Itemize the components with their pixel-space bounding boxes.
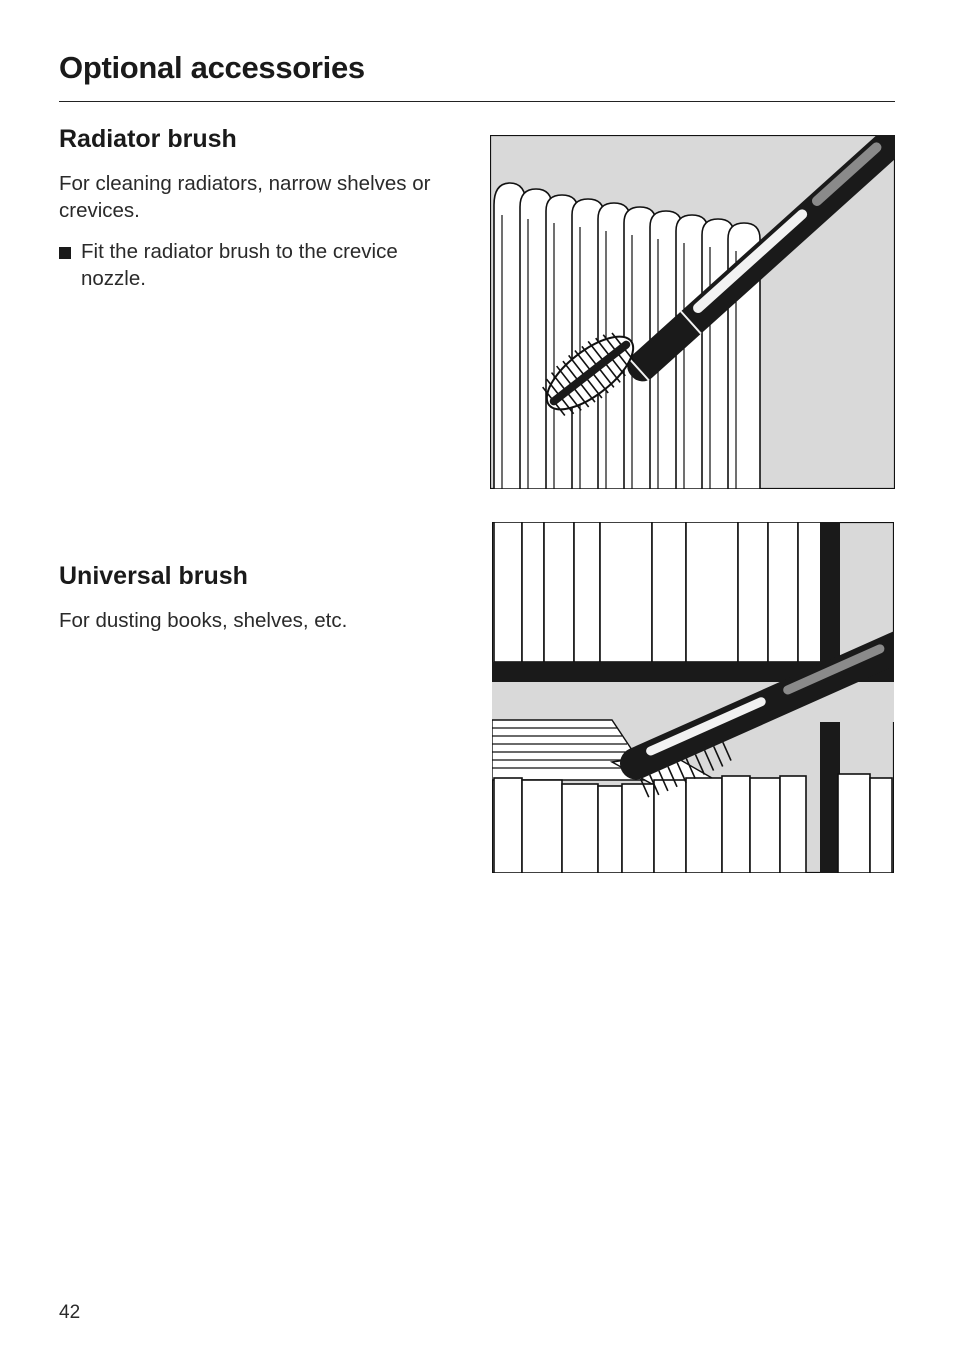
radiator-brush-illustration	[490, 135, 895, 489]
universal-brush-description: For dusting books, shelves, etc.	[59, 609, 348, 632]
radiator-brush-description: For cleaning radiators, narrow shelves or crevices.	[59, 172, 431, 222]
radiator-brush-step-text: Fit the radiator brush to the crevice nozzle.	[81, 240, 398, 290]
universal-brush-heading: Universal brush	[59, 562, 248, 590]
radiator-brush-heading: Radiator brush	[59, 125, 237, 153]
radiator-brush-step	[59, 238, 459, 292]
universal-brush-illustration	[492, 522, 894, 873]
square-bullet-icon	[59, 247, 71, 259]
title-divider	[59, 101, 895, 102]
page-title: Optional accessories	[59, 50, 365, 85]
page-number: 42	[59, 1302, 81, 1323]
